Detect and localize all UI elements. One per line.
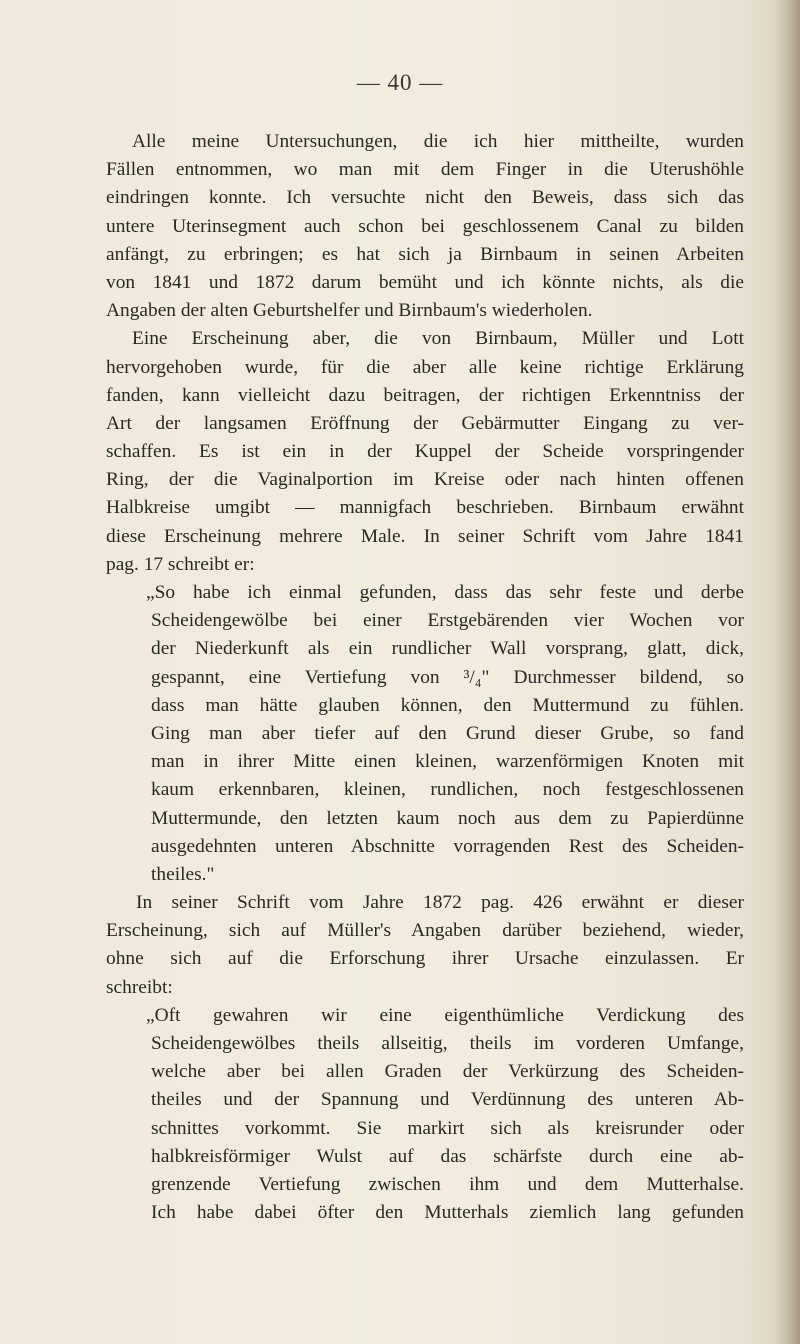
text-line: anfängt, zu erbringen; es hat sich ja Birnbaum in seinen Arbeiten <box>106 243 744 265</box>
text-line: schaffen. Es ist ein in der Kuppel der Scheide vorspringender <box>106 441 744 463</box>
text-line: diese Erscheinung mehrere Male. In seiner Schrift vom Jahre 1841 <box>106 525 744 547</box>
quote-line: kaum erkennbaren, kleinen, rundlichen, noch festgeschlossenen <box>151 779 744 801</box>
text-line: Art der langsamen Eröffnung der Gebärmutter Eingang zu ver- <box>106 412 744 434</box>
quote-line: man in ihrer Mitte einen kleinen, warzenförmigen Knoten mit <box>151 751 744 773</box>
quote-line: halbkreisförmiger Wulst auf das schärfste durch eine ab- <box>151 1145 744 1167</box>
body-text <box>106 128 744 1227</box>
quote-line: gespannt, eine Vertiefung von ³/₄" Durchmesser bildend, so <box>151 666 744 688</box>
quote-line: Ging man aber tiefer auf den Grund dieser Grube, so fand <box>151 722 744 744</box>
text-line: Angaben der alten Geburtshelfer und Birnbaum's wiederholen. <box>106 300 593 322</box>
quote-line: theiles und der Spannung und Verdünnung des unteren Ab- <box>151 1089 744 1111</box>
text-line: fanden, kann vielleicht dazu beitragen, der richtigen Erkenntniss der <box>106 384 744 406</box>
quote-line: grenzende Vertiefung zwischen ihm und dem Mutterhalse. <box>151 1173 744 1195</box>
text-line: In seiner Schrift vom Jahre 1872 pag. 426 erwähnt er dieser <box>136 892 744 914</box>
text-line: untere Uterinsegment auch schon bei geschlossenem Canal zu bilden <box>106 215 744 237</box>
quote-line: Muttermunde, den letzten kaum noch aus dem zu Papierdünne <box>151 807 744 829</box>
quote-line: ausgedehnten unteren Abschnitte vorragenden Rest des Scheiden- <box>151 835 744 857</box>
text-line: Ring, der die Vaginalportion im Kreise oder nach hinten offenen <box>106 469 744 491</box>
quote-line: theiles." <box>151 863 215 885</box>
quote-line: „So habe ich einmal gefunden, dass das sehr feste und derbe <box>146 582 744 603</box>
text-line: hervorgehoben wurde, für die aber alle keine richtige Erklärung <box>106 356 744 378</box>
text-line: von 1841 und 1872 darum bemüht und ich könnte nichts, als die <box>106 271 744 293</box>
quote-line: „Oft gewahren wir eine eigenthümliche Verdickung des <box>146 1004 744 1026</box>
quote-line: schnittes vorkommt. Sie markirt sich als kreisrunder oder <box>151 1117 744 1139</box>
text-line: eindringen konnte. Ich versuchte nicht den Beweis, dass sich das <box>106 187 744 209</box>
page-number: — 40 — <box>356 70 444 95</box>
text-line: Eine Erscheinung aber, die von Birnbaum, Müller und Lott <box>132 328 744 350</box>
quote-line: der Niederkunft als ein rundlicher Wall vorsprang, glatt, dick, <box>151 638 744 660</box>
text-line: Alle meine Untersuchungen, die ich hier mittheilte, wurden <box>132 131 744 152</box>
quote-line: welche aber bei allen Graden der Verkürzung des Scheiden- <box>151 1061 744 1083</box>
quote-line: Ich habe dabei öfter den Mutterhals ziemlich lang gefunden <box>151 1202 744 1224</box>
text-line: schreibt: <box>106 976 173 998</box>
quote-line: dass man hätte glauben können, den Muttermund zu fühlen. <box>151 694 744 716</box>
text-line: Halbkreise umgibt — mannigfach beschrieben. Birnbaum erwähnt <box>106 497 744 519</box>
page-edge-shadow <box>774 0 800 1344</box>
text-line: ohne sich auf die Erforschung ihrer Ursache einzulassen. Er <box>106 948 744 970</box>
text-line: Fällen entnommen, wo man mit dem Finger in die Uterushöhle <box>106 159 744 181</box>
quote-line: Scheidengewölbes theils allseitig, theils im vorderen Umfange, <box>151 1033 744 1054</box>
text-line: Erscheinung, sich auf Müller's Angaben darüber beziehend, wieder, <box>106 920 744 942</box>
quote-line: Scheidengewölbe bei einer Erstgebärenden vier Wochen vor <box>151 610 744 632</box>
text-line: pag. 17 schreibt er: <box>106 553 255 575</box>
